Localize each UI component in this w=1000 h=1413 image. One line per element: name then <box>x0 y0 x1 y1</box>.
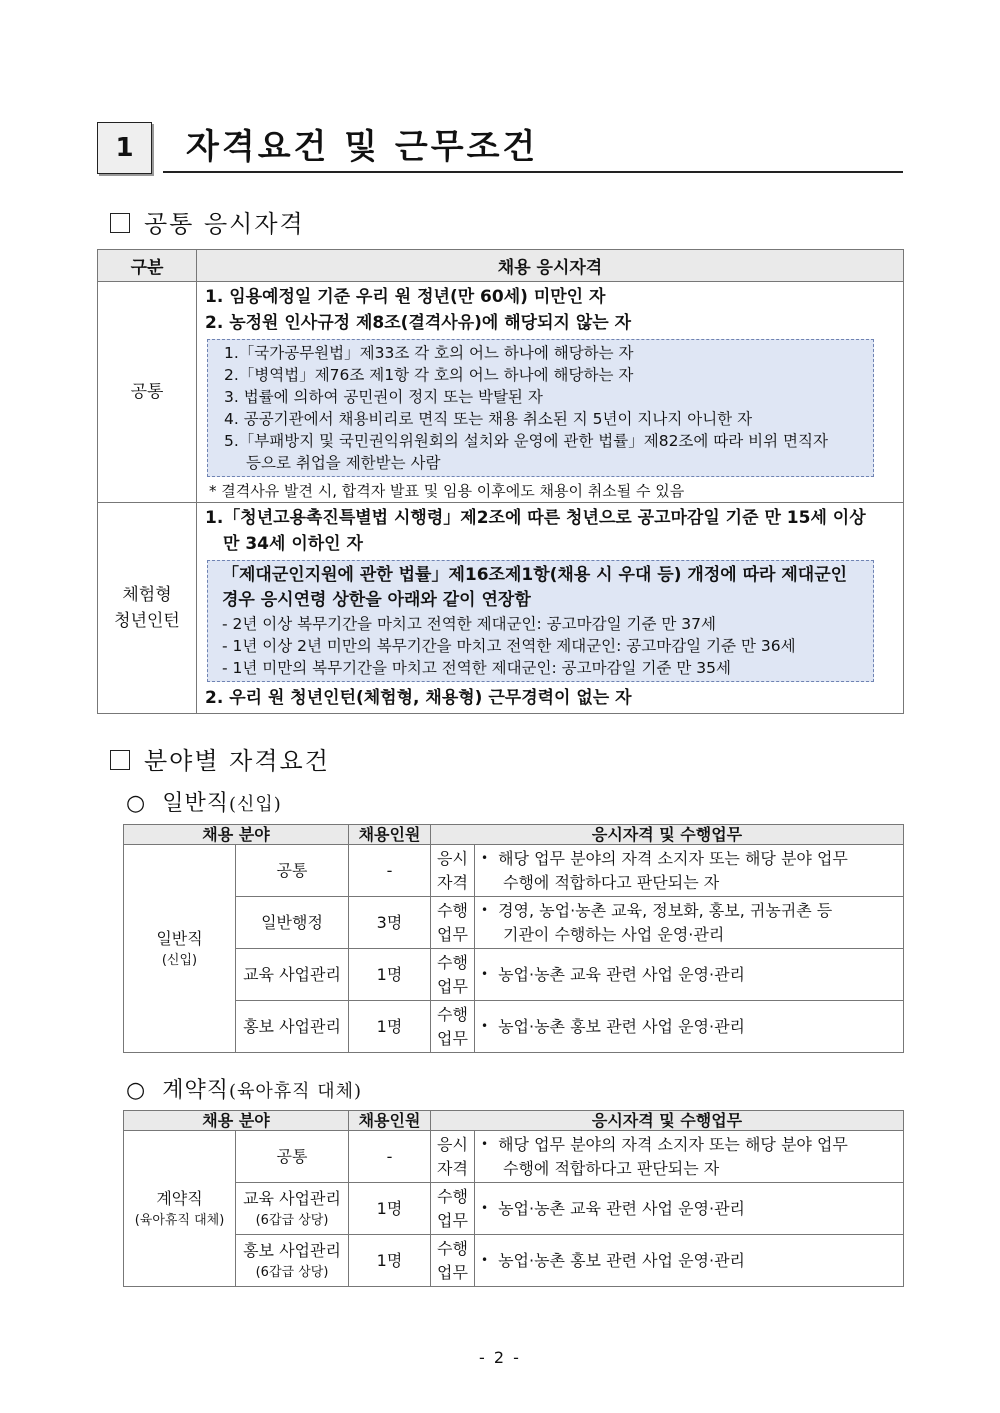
header-duties: 응시자격 및 수행업무 <box>431 825 904 845</box>
type-line: 수행 <box>437 1004 468 1024</box>
group-cell <box>124 845 236 1053</box>
field-line: 교육 사업관리 <box>243 1188 341 1208</box>
desc-cell <box>475 1235 904 1287</box>
category-line: 체험형 <box>122 585 172 605</box>
type-cell <box>431 1131 475 1183</box>
box-line: 3. 법률에 의하여 공민권이 정지 또는 박탈된 자 <box>224 388 543 406</box>
header-field: 채용 분야 <box>124 1111 349 1131</box>
common-heading-text: 공통 응시자격 <box>144 210 305 238</box>
desc-cell <box>475 897 904 949</box>
table-row <box>124 1131 904 1183</box>
count-cell: 1명 <box>349 1183 431 1235</box>
field-sub: (6갑급 상당) <box>255 1264 329 1280</box>
contract-heading-sub: (육아휴직 대체) <box>228 1081 363 1102</box>
type-line: 업무 <box>437 976 468 996</box>
veteran-box <box>207 560 874 682</box>
desc-cell <box>475 1001 904 1053</box>
type-cell <box>431 949 475 1001</box>
table-row <box>98 282 904 503</box>
desc-line: 수행에 적합하다고 판단되는 자 <box>503 1159 720 1178</box>
qualification-line: 2. 농정원 인사규정 제8조(결격사유)에 해당되지 않는 자 <box>205 313 632 333</box>
desc-line: 농업·농촌 교육 관련 사업 운영·관리 <box>498 965 745 984</box>
type-line: 업무 <box>437 1210 468 1230</box>
field-cell: 공통 <box>236 845 349 897</box>
type-cell <box>431 1001 475 1053</box>
contract-heading <box>126 1073 362 1104</box>
general-heading <box>126 786 282 817</box>
type-line: 업무 <box>437 924 468 944</box>
desc-cell <box>475 949 904 1001</box>
desc-cell <box>475 845 904 897</box>
general-heading-text: 일반직 <box>162 791 229 816</box>
field-cell <box>236 1183 349 1235</box>
desc-line: 해당 업무 분야의 자격 소지자 또는 해당 분야 업무 <box>498 1135 848 1154</box>
group-label: 계약직 <box>156 1188 203 1208</box>
note-text: * 결격사유 발견 시, 합격자 발표 및 임용 이후에도 채용이 취소될 수 있음 <box>209 482 685 500</box>
desc-cell <box>475 1131 904 1183</box>
section-title: 자격요건 및 근무조건 <box>186 127 539 167</box>
type-line: 수행 <box>437 1238 468 1258</box>
group-label: 일반직 <box>156 928 203 948</box>
field-cell: 공통 <box>236 1131 349 1183</box>
row-category <box>98 503 197 714</box>
field-heading <box>110 741 330 776</box>
bullet-icon: • <box>481 1201 489 1215</box>
group-sub: (육아휴직 대체) <box>134 1212 225 1228</box>
header-field: 채용 분야 <box>124 825 349 845</box>
count-cell: 3명 <box>349 897 431 949</box>
box-line: 2.「병역법」제76조 제1항 각 호의 어느 하나에 해당하는 자 <box>224 366 634 384</box>
count-cell: - <box>349 845 431 897</box>
box-line: 경우 응시연령 상한을 아래와 같이 연장함 <box>222 590 531 610</box>
checkbox-square-icon <box>110 213 130 233</box>
desc-line: 농업·농촌 교육 관련 사업 운영·관리 <box>498 1199 745 1218</box>
circle-bullet-icon: ○ <box>126 791 147 816</box>
common-heading <box>110 204 305 239</box>
header-duties: 응시자격 및 수행업무 <box>431 1111 904 1131</box>
group-sub: (신입) <box>161 952 198 968</box>
header-qualification: 채용 응시자격 <box>197 250 904 282</box>
field-cell <box>236 1235 349 1287</box>
bullet-icon: • <box>481 1019 489 1033</box>
box-line: 5.「부패방지 및 국민권익위원회의 설치와 운영에 관한 법률」제82조에 따라 비위 면직자 <box>224 432 828 450</box>
bullet-icon: • <box>481 851 489 865</box>
bullet-icon: • <box>481 1253 489 1267</box>
row-category: 공통 <box>98 282 197 503</box>
count-cell: 1명 <box>349 1235 431 1287</box>
type-line: 업무 <box>437 1262 468 1282</box>
desc-line: 농업·농촌 홍보 관련 사업 운영·관리 <box>498 1251 745 1270</box>
group-cell <box>124 1131 236 1287</box>
section-underline <box>163 171 903 173</box>
box-line: 「제대군인지원에 관한 법률」제16조제1항(채용 시 우대 등) 개정에 따라 제대군인 <box>222 565 848 585</box>
type-cell <box>431 845 475 897</box>
qualification-line: 2. 우리 원 청년인턴(체험형, 채용형) 근무경력이 없는 자 <box>205 688 632 708</box>
table-row <box>98 503 904 714</box>
bullet-icon: • <box>481 1137 489 1151</box>
desc-line: 수행에 적합하다고 판단되는 자 <box>503 873 720 892</box>
category-line: 청년인턴 <box>114 611 180 631</box>
field-cell: 홍보 사업관리 <box>236 1001 349 1053</box>
table-row <box>124 949 904 1001</box>
type-line: 수행 <box>437 1186 468 1206</box>
disqualification-box <box>207 339 874 477</box>
common-qualification-table <box>97 249 904 714</box>
contract-heading-text: 계약직 <box>162 1078 229 1103</box>
box-line: 등으로 취업을 제한받는 사람 <box>246 454 441 472</box>
header-category: 구분 <box>98 250 197 282</box>
section-number: 1 <box>97 122 152 174</box>
qualification-line: 1. 임용예정일 기준 우리 원 정년(만 60세) 미만인 자 <box>205 287 606 307</box>
table-row <box>124 845 904 897</box>
bullet-icon: • <box>481 903 489 917</box>
contract-table <box>123 1110 904 1287</box>
type-cell <box>431 1183 475 1235</box>
field-heading-text: 분야별 자격요건 <box>144 747 330 775</box>
general-heading-sub: (신입) <box>228 794 282 815</box>
desc-line: 경영, 농업·농촌 교육, 정보화, 홍보, 귀농귀촌 등 <box>498 901 833 920</box>
qualification-line: 1.「청년고용촉진특별법 시행령」제2조에 따른 청년으로 공고마감일 기준 만 15세 이상 <box>205 508 866 528</box>
desc-line: 기관이 수행하는 사업 운영·관리 <box>503 925 725 944</box>
table-row <box>124 1235 904 1287</box>
box-line: 1.「국가공무원법」제33조 각 호의 어느 하나에 해당하는 자 <box>224 344 634 362</box>
bullet-icon: • <box>481 967 489 981</box>
type-line: 응시 <box>437 1134 468 1154</box>
type-line: 수행 <box>437 900 468 920</box>
type-line: 수행 <box>437 952 468 972</box>
circle-bullet-icon: ○ <box>126 1078 147 1103</box>
count-cell: 1명 <box>349 1001 431 1053</box>
type-cell <box>431 897 475 949</box>
header-count: 채용인원 <box>349 1111 431 1131</box>
qualification-line: 만 34세 이하인 자 <box>223 534 363 554</box>
field-line: 홍보 사업관리 <box>243 1240 341 1260</box>
count-cell: - <box>349 1131 431 1183</box>
checkbox-square-icon <box>110 750 130 770</box>
desc-cell <box>475 1183 904 1235</box>
page-number: - 2 - <box>479 1348 521 1367</box>
header-count: 채용인원 <box>349 825 431 845</box>
table-row <box>124 897 904 949</box>
field-sub: (6갑급 상당) <box>255 1212 329 1228</box>
box-line: - 1년 이상 2년 미만의 복무기간을 마치고 전역한 제대군인: 공고마감일 기준 만 36세 <box>222 637 796 655</box>
field-cell: 일반행정 <box>236 897 349 949</box>
type-line: 자격 <box>437 1158 468 1178</box>
box-line: - 2년 이상 복무기간을 마치고 전역한 제대군인: 공고마감일 기준 만 37세 <box>222 615 716 633</box>
general-table <box>123 824 904 1053</box>
field-cell: 교육 사업관리 <box>236 949 349 1001</box>
type-line: 자격 <box>437 872 468 892</box>
box-line: - 1년 미만의 복무기간을 마치고 전역한 제대군인: 공고마감일 기준 만 35세 <box>222 659 731 677</box>
table-row <box>124 1183 904 1235</box>
count-cell: 1명 <box>349 949 431 1001</box>
desc-line: 해당 업무 분야의 자격 소지자 또는 해당 분야 업무 <box>498 849 848 868</box>
type-line: 응시 <box>437 848 468 868</box>
table-row <box>124 1001 904 1053</box>
desc-line: 농업·농촌 홍보 관련 사업 운영·관리 <box>498 1017 745 1036</box>
type-line: 업무 <box>437 1028 468 1048</box>
box-line: 4. 공공기관에서 채용비리로 면직 또는 채용 취소된 지 5년이 지나지 아니한 자 <box>224 410 753 428</box>
type-cell <box>431 1235 475 1287</box>
